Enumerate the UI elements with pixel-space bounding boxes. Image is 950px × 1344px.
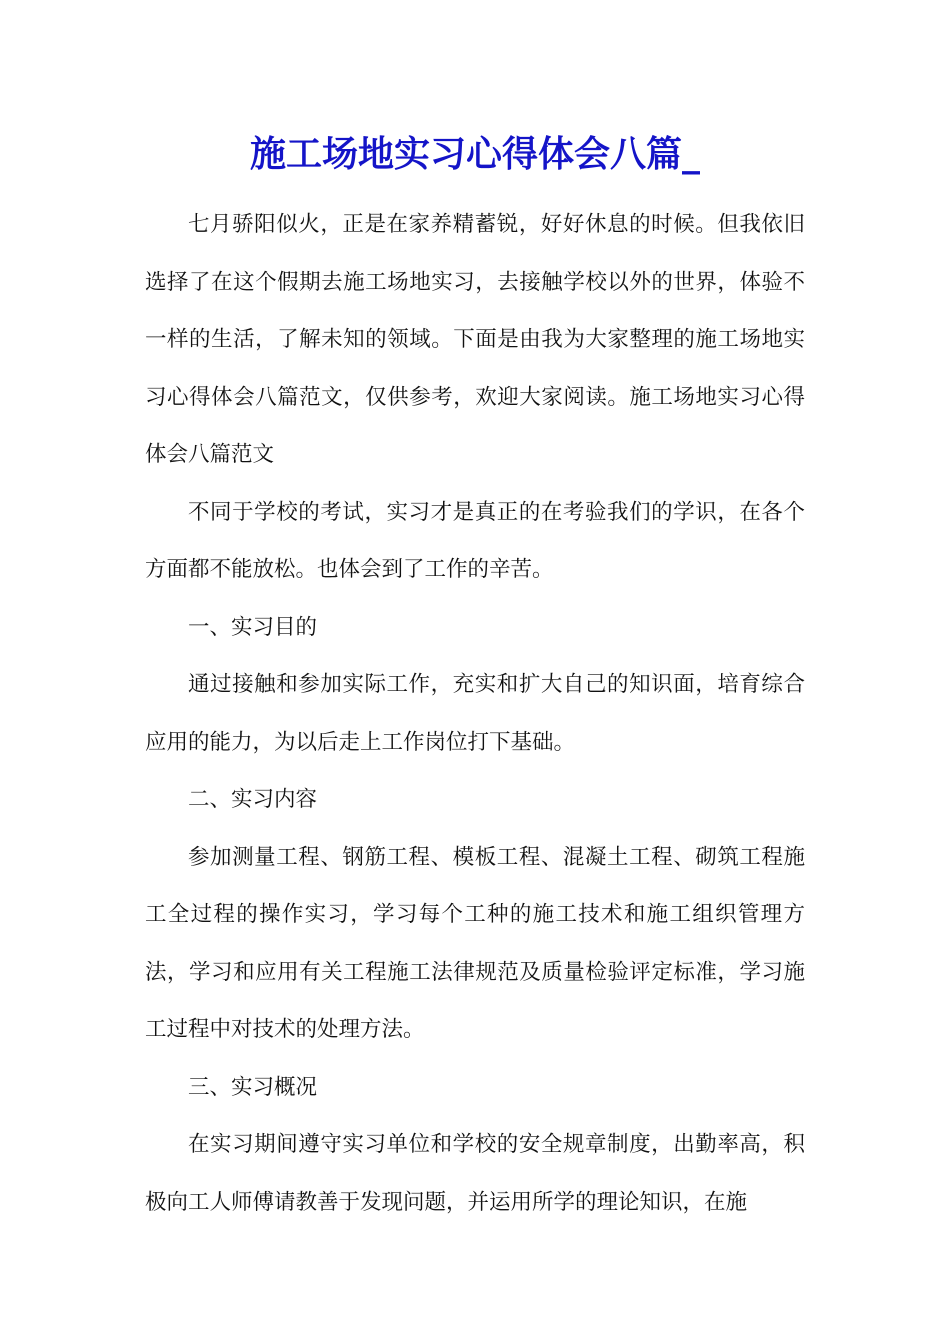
section-heading-purpose: 一、实习目的: [188, 614, 318, 640]
paragraph-overview: 在实习期间遵守实习单位和学校的安全规章制度，出勤率高，积极向工人师傅请教善于发现问题，并运用所学的理论知识，在施: [145, 1132, 805, 1215]
paragraph-content: 参加测量工程、钢筋工程、模板工程、混凝土工程、砌筑工程施工全过程的操作实习，学习每个工种的施工技术和施工组织管理方法，学习和应用有关工程施工法律规范及质量检验评定标准，学习施工过程中对技术的处理方法。: [145, 844, 805, 1042]
document-body: [145, 196, 805, 1231]
paragraph-purpose: 通过接触和参加实际工作，充实和扩大自己的知识面，培育综合应用的能力，为以后走上工作岗位打下基础。: [145, 672, 805, 755]
document-title: 施工场地实习心得体会八篇_: [249, 133, 700, 175]
paragraph-exam: 不同于学校的考试，实习才是真正的在考验我们的学识，在各个方面都不能放松。也体会到了工作的辛苦。: [145, 499, 805, 582]
paragraph-intro: 七月骄阳似火，正是在家养精蓄锐，好好休息的时候。但我依旧选择了在这个假期去施工场地实习，去接触学校以外的世界，体验不一样的生活，了解未知的领域。下面是由我为大家整理的施工场地实习心得体会八篇范文，仅供参考，欢迎大家阅读。施工场地实习心得体会八篇范文: [145, 212, 805, 467]
section-heading-overview: 三、实习概况: [188, 1074, 318, 1100]
section-heading-content: 二、实习内容: [188, 787, 318, 812]
